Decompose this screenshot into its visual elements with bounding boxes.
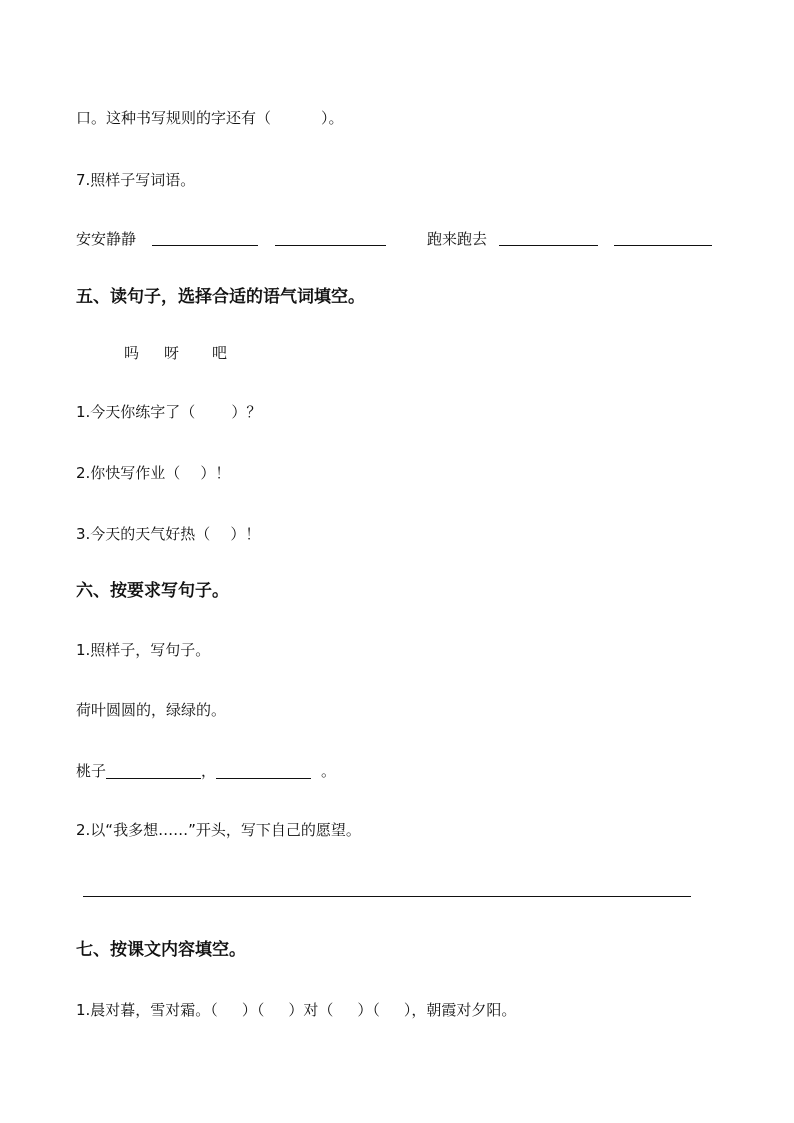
q7-title: 7.照样子写词语。 [76,171,196,189]
q7-example-word-1: 安安静静 [76,230,137,248]
answer-underline [499,245,598,246]
section-7-heading: 七、按课文内容填空。 [76,940,246,960]
text-part: ），朝霞对夕阳。 [403,1001,517,1019]
q7-words-line [0,228,794,250]
prompt-word: 桃子 [76,762,107,780]
answer-writing-line [83,896,691,897]
section-5-heading: 五、读句子，选择合适的语气词填空。 [76,287,365,307]
item-text-before: 1.今天你练字了（ [76,403,196,421]
answer-blank [180,477,200,478]
text-part: ）对（ [288,1001,334,1019]
answer-underline [106,764,201,779]
item-text-after: ）！ [230,525,261,543]
particle-options [0,342,794,364]
q6-text-after: ）。 [321,109,344,127]
sec6-example-sentence: 荷叶圆圆的，绿绿的。 [76,701,227,719]
answer-underline [614,245,712,246]
answer-underline [216,764,311,779]
option-ba: 吧 [212,344,228,362]
text-part: ）（ [241,1001,265,1019]
answer-blank [380,1014,404,1015]
sec6-q1-answer-line [76,760,336,782]
answer-blank [218,1014,242,1015]
item-text-before: 3.今天的天气好热（ [76,525,211,543]
answer-underline [275,245,386,246]
q7-example-word-2: 跑来跑去 [427,230,488,248]
option-ya: 呀 [164,344,180,362]
option-ma: 吗 [124,344,140,362]
q6-continuation-line [76,107,344,129]
sec6-q1-title: 1.照样子，写句子。 [76,641,211,659]
sec7-q1-line [76,999,516,1021]
sec5-item-1 [76,401,261,423]
item-text-after: ）！ [200,464,231,482]
period: 。 [321,762,337,780]
text-part: ）（ [357,1001,380,1019]
answer-blank [264,1014,288,1015]
answer-underline [152,245,258,246]
answer-blank [271,122,321,123]
section-6-heading: 六、按要求写句子。 [76,581,229,601]
sec5-item-2 [76,462,230,484]
q6-text-before: 口。这种书写规则的字还有（ [76,109,272,127]
item-text-before: 2.你快写作业（ [76,464,181,482]
item-text-after: ）？ [231,403,262,421]
answer-blank [210,538,230,539]
comma: ， [201,762,217,780]
answer-blank [195,416,231,417]
answer-blank [333,1014,357,1015]
sec6-q2-title: 2.以“我多想……”开头，写下自己的愿望。 [76,821,361,839]
text-part: 1.晨对暮，雪对霜。（ [76,1001,218,1019]
sec5-item-3 [76,523,260,545]
